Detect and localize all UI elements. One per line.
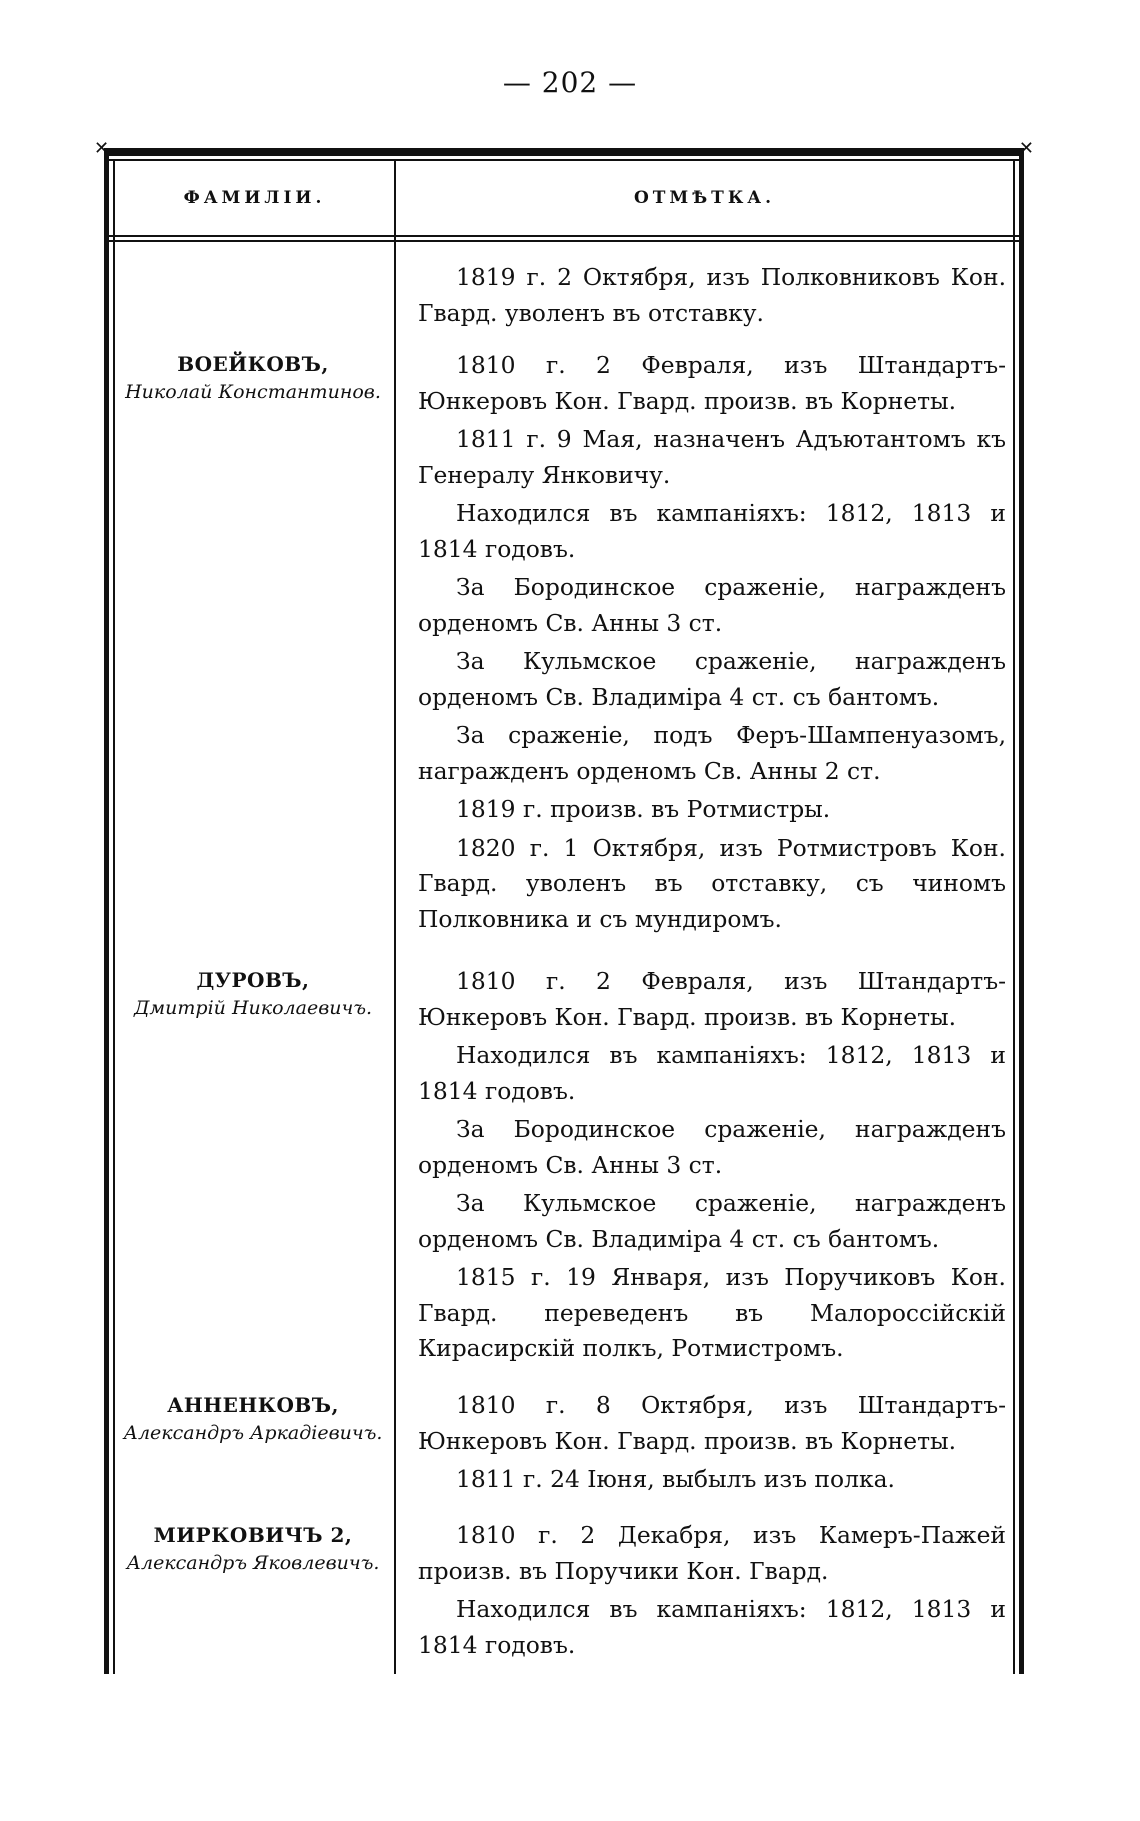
given-name: Николай Константинов.	[125, 381, 381, 403]
note-paragraph: 1819 г. 2 Октября, изъ Полковниковъ Кон. Гвард. уволенъ въ отставку.	[418, 263, 1006, 327]
surname: МИРКОВИЧЪ 2,	[153, 1523, 353, 1547]
person-voeikov	[116, 350, 390, 406]
header-rule	[104, 235, 1024, 237]
surname: ДУРОВЪ,	[196, 968, 310, 992]
entry-row-0	[418, 260, 1006, 334]
entry-row-4	[418, 1518, 1006, 1666]
corner-ornament-right-icon: ✕	[1018, 138, 1034, 159]
given-name: Дмитрій Николаевичъ.	[133, 997, 373, 1019]
note-paragraph: За Кульмское сраженіе, награжденъ орденомъ Св. Владиміра 4 ст. съ бантомъ.	[418, 1189, 1006, 1253]
note-paragraph: 1810 г. 2 Февраля, изъ Штандартъ-Юнкеровъ Кон. Гвард. произв. въ Корнеты.	[418, 351, 1006, 415]
header-notes: ОТМѢТКА.	[633, 188, 776, 208]
note-paragraph: За Бородинское сраженіе, награжденъ орденомъ Св. Анны 3 ст.	[418, 573, 1006, 637]
note-paragraph: Находился въ кампаніяхъ: 1812, 1813 и 1814 годовъ.	[418, 1041, 1006, 1105]
right-inner-border	[1013, 161, 1015, 1674]
header-rule-second	[104, 240, 1024, 242]
note-paragraph: За сраженіе, подъ Феръ-Шампенуазомъ, награжденъ орденомъ Св. Анны 2 ст.	[418, 721, 1006, 785]
note-paragraph: 1819 г. произв. въ Ротмистры.	[456, 795, 831, 823]
person-mirkovich	[116, 1521, 390, 1577]
entry-row-2	[418, 964, 1006, 1370]
corner-ornament-left-icon: ✕	[94, 138, 110, 159]
surname: АННЕНКОВЪ,	[167, 1393, 339, 1417]
entry-row-3	[418, 1388, 1006, 1501]
given-name: Александръ Аркадіевичъ.	[123, 1422, 383, 1444]
note-paragraph: Находился въ кампаніяхъ: 1812, 1813 и 1814 годовъ.	[418, 1595, 1006, 1659]
top-double-rule	[104, 148, 1024, 156]
right-border	[1019, 148, 1024, 1674]
header-names: ФАМИЛІИ.	[183, 188, 326, 208]
note-paragraph: 1810 г. 2 Февраля, изъ Штандартъ-Юнкеровъ Кон. Гвард. произв. въ Корнеты.	[418, 967, 1006, 1031]
note-paragraph: За Кульмское сраженіе, награжденъ орденомъ Св. Владиміра 4 ст. съ бантомъ.	[418, 647, 1006, 711]
page-number: — 202 —	[502, 66, 638, 99]
note-paragraph: 1811 г. 24 Іюня, выбылъ изъ полка.	[456, 1465, 895, 1493]
note-paragraph: 1811 г. 9 Мая, назначенъ Адъютантомъ къ Генералу Янковичу.	[418, 425, 1006, 489]
note-paragraph: За Бородинское сраженіе, награжденъ орденомъ Св. Анны 3 ст.	[418, 1115, 1006, 1179]
given-name: Александръ Яковлевичъ.	[126, 1552, 380, 1574]
left-inner-border	[113, 161, 115, 1674]
note-paragraph: Находился въ кампаніяхъ: 1812, 1813 и 1814 годовъ.	[418, 499, 1006, 563]
person-durov	[116, 966, 390, 1022]
note-paragraph: 1820 г. 1 Октября, изъ Ротмистровъ Кон. Гвард. уволенъ въ отставку, съ чиномъ Полковника и съ мундиромъ.	[418, 833, 1006, 933]
note-paragraph: 1810 г. 8 Октября, изъ Штандартъ-Юнкеровъ Кон. Гвард. произв. въ Корнеты.	[418, 1391, 1006, 1455]
column-divider	[394, 161, 396, 1674]
left-border	[104, 148, 109, 1674]
surname: ВОЕЙКОВЪ,	[177, 352, 329, 376]
entry-row-1	[418, 348, 1006, 940]
note-paragraph: 1815 г. 19 Января, изъ Поручиковъ Кон. Гвард. переведенъ въ Малороссійскій Кирасирскій полкъ, Ротмистромъ.	[418, 1263, 1006, 1362]
person-annenkov	[116, 1391, 390, 1447]
note-paragraph: 1810 г. 2 Декабря, изъ Камеръ-Пажей произв. въ Поручики Кон. Гвард.	[418, 1521, 1006, 1585]
